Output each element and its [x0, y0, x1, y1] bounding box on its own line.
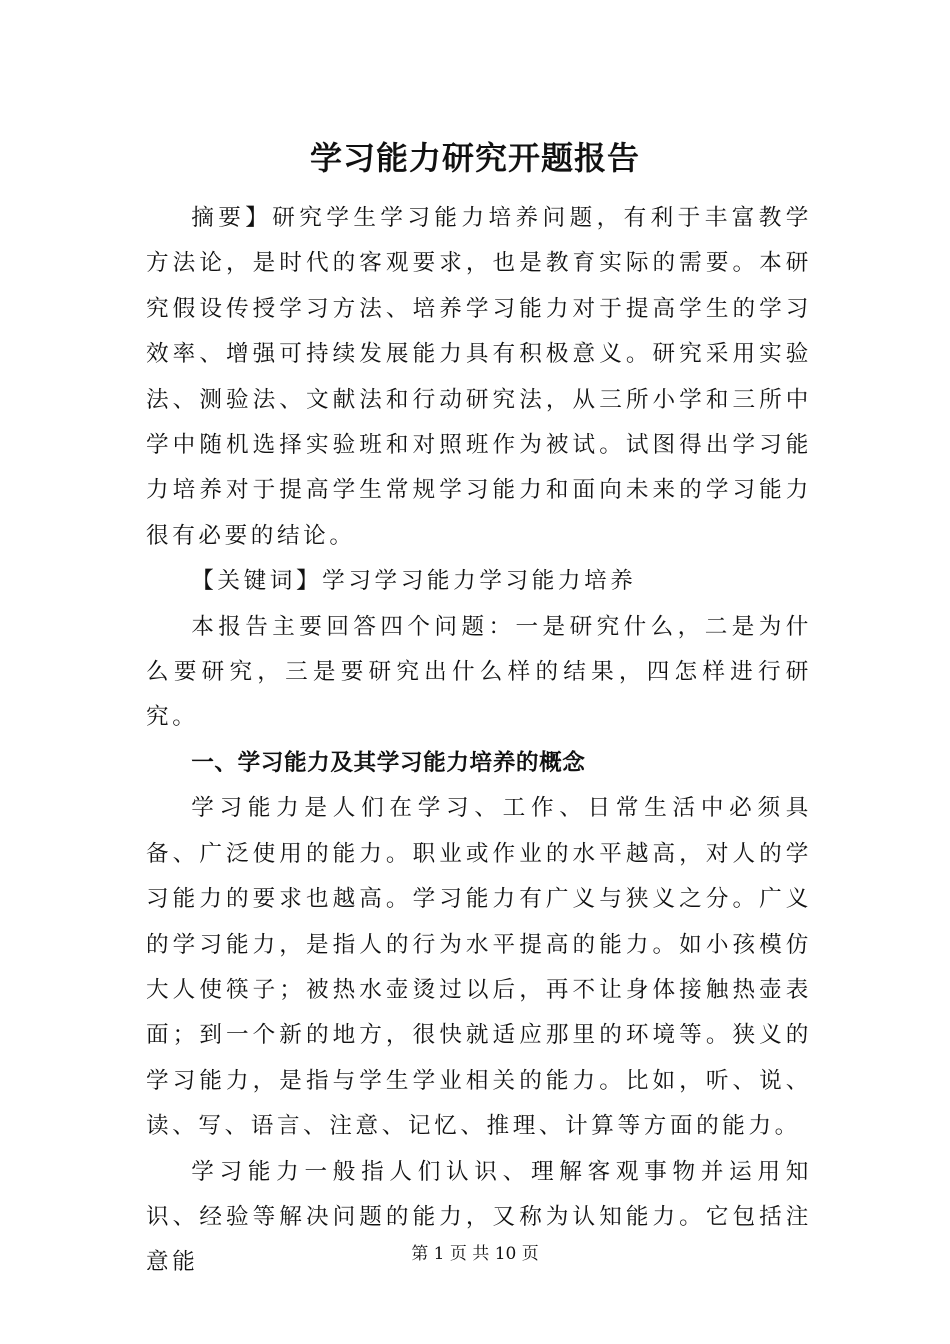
body-paragraph: 学习能力是人们在学习、工作、日常生活中必须具备、广泛使用的能力。职业或作业的水平越高，对人的学习能力的要求也越高。学习能力有广义与狭义之分。广义的学习能力，是指人的行为水平提高的能力。如小孩模仿大人使筷子；被热水壶烫过以后，再不让身体接触热壶表面；到一个新的地方，很快就适应那里的环境等。狭义的学习能力，是指与学生学业相关的能力。比如，听、说、读、写、语言、注意、记忆、推理、计算等方面的能力。 — [146, 795, 812, 1140]
abstract-paragraph: 摘要】研究学生学习能力培养问题，有利于丰富教学方法论，是时代的客观要求，也是教育实际的需要。本研究假设传授学习方法、培养学习能力对于提高学生的学习效率、增强可持续发展能力具有积极意义。研究采用实验法、测验法、文献法和行动研究法，从三所小学和三所中学中随机选择实验班和对照班作为被试。试图得出学习能力培养对于提高学生常规学习能力和面向未来的学习能力很有必要的结论。 — [146, 205, 812, 549]
intro-paragraph: 本报告主要回答四个问题：一是研究什么，二是为什么要研究，三是要研究出什么样的结果，四怎样进行研究。 — [146, 613, 812, 731]
keywords-paragraph: 【关键词】学习学习能力学习能力培养 — [191, 568, 637, 595]
page-footer: 第 1 页 共 10 页 — [411, 1244, 539, 1264]
document-title: 学习能力研究开题报告 — [309, 139, 640, 177]
document-body — [146, 196, 812, 1286]
section-heading: 一、学习能力及其学习能力培养的概念 — [191, 749, 586, 776]
body-paragraph: 学习能力一般指人们认识、理解客观事物并运用知识、经验等解决问题的能力，又称为认知能力。它包括注意能 — [146, 1158, 812, 1276]
